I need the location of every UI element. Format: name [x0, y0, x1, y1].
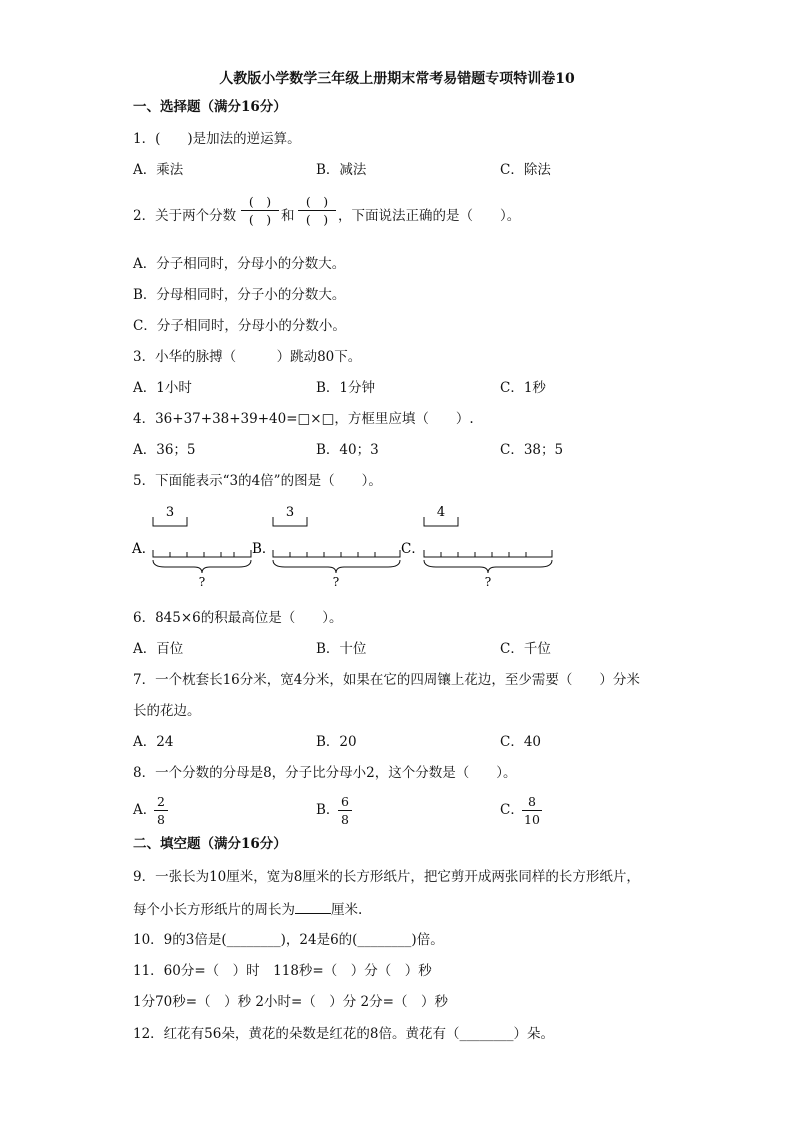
fraction-bar [241, 210, 279, 211]
q12-stem: 12．红花有56朵，黄花的朵数是红花的8倍。黄花有（________）朵。 [133, 1026, 554, 1042]
fraction-bar [298, 210, 336, 211]
q5-option-a-label: A． [132, 541, 156, 557]
q2-fraction-2-bottom: ( ) [305, 212, 329, 227]
q8-option-b-denominator: 8 [341, 812, 349, 827]
q2-fraction-1-bottom: ( ) [248, 212, 272, 227]
q5-option-c-label: C． [401, 541, 425, 557]
q3-stem: 3．小华的脉搏（ ）跳动80下。 [133, 349, 362, 365]
fraction-bar [154, 810, 168, 811]
q5-stem: 5．下面能表示“3的4倍”的图是（ ）。 [133, 473, 382, 489]
q1-option-c[interactable]: C．除法 [500, 162, 551, 178]
q2-fraction-1 [241, 194, 279, 227]
q8-option-b-label[interactable]: B． [316, 802, 340, 818]
q5-option-b-question-mark: ? [332, 575, 340, 589]
q8-option-a-label[interactable]: A． [133, 802, 157, 818]
q1-option-b[interactable]: B．减法 [316, 162, 367, 178]
q5-option-c-question-mark: ? [484, 575, 492, 589]
q2-option-c[interactable]: C．分子相同时，分母小的分数小。 [133, 318, 346, 334]
q9-line2-pre: 每个小长方形纸片的周长为 [133, 902, 295, 918]
q5-option-a-diagram[interactable] [131, 505, 251, 589]
q2-stem-post: ，下面说法正确的是（ ）。 [338, 208, 521, 224]
q7-option-a[interactable]: A．24 [133, 734, 174, 750]
segment-line [424, 550, 552, 557]
fraction-bar [522, 810, 542, 811]
q11-stem-line2: 1分70秒=（ ）秒 2小时=（ ）分 2分=（ ）秒 [133, 994, 448, 1010]
q8-option-c-numerator: 8 [528, 794, 536, 809]
q5-diagrams [130, 500, 570, 592]
q2-fraction-1-top: ( ) [248, 194, 272, 209]
q4-option-c[interactable]: C．38；5 [500, 442, 564, 458]
q5-option-a-question-mark: ? [198, 575, 206, 589]
q6-option-a[interactable]: A．百位 [133, 641, 184, 657]
q7-option-c[interactable]: C．40 [500, 734, 542, 750]
q8-option-b-fraction[interactable] [338, 794, 352, 827]
q7-option-b[interactable]: B．20 [316, 734, 357, 750]
page-title: 人教版小学数学三年级上册期末常考易错题专项特训卷10 [219, 71, 575, 87]
q5-option-a-top-label: 3 [165, 505, 175, 520]
section-heading-fill: 二、填空题（满分16分） [133, 836, 287, 852]
q5-option-b-diagram[interactable] [252, 505, 400, 589]
q1-option-a[interactable]: A．乘法 [133, 162, 184, 178]
q8-option-b-numerator: 6 [341, 794, 349, 809]
q8-option-a-fraction[interactable] [154, 794, 168, 827]
q10-stem: 10．9的3倍是(________)，24是6的(________)倍。 [133, 932, 444, 948]
q4-option-a[interactable]: A．36；5 [133, 442, 196, 458]
bottom-brace [153, 560, 251, 573]
q9-answer-blank[interactable] [295, 900, 331, 914]
bottom-brace [424, 560, 552, 573]
section-heading-choice: 一、选择题（满分16分） [133, 99, 287, 115]
q3-option-a[interactable]: A．1小时 [133, 380, 192, 396]
q8-option-c-fraction[interactable] [522, 794, 542, 827]
q2-fraction-2-top: ( ) [305, 194, 329, 209]
q5-option-b-label: B． [252, 541, 276, 557]
segment-line [153, 550, 251, 557]
bottom-brace [273, 560, 400, 573]
q7-stem-line2: 长的花边。 [133, 703, 201, 719]
q9-line2-post: 厘米. [331, 902, 363, 918]
q8-option-c-denominator: 10 [524, 812, 540, 827]
q3-option-c[interactable]: C．1秒 [500, 380, 546, 396]
q9-stem-line2 [133, 900, 362, 919]
segment-ticks [290, 552, 375, 557]
q8-option-c-label[interactable]: C． [500, 802, 524, 818]
segment-line [273, 550, 400, 557]
q2-fraction-2 [298, 194, 336, 227]
segment-ticks [441, 552, 526, 557]
q8-stem: 8．一个分数的分母是8，分子比分母小2，这个分数是（ ）。 [133, 765, 517, 781]
segment-ticks [170, 552, 234, 557]
q2-option-a[interactable]: A．分子相同时，分母小的分数大。 [133, 256, 346, 272]
q2-stem-pre: 2．关于两个分数 [133, 208, 237, 224]
q5-option-c-top-label: 4 [436, 505, 446, 520]
q8-option-a-numerator: 2 [157, 794, 165, 809]
q2-option-b[interactable]: B．分母相同时，分子小的分数大。 [133, 287, 346, 303]
q11-stem-line1: 11．60分=（ ）时 118秒=（ ）分（ ）秒 [133, 963, 432, 979]
q6-option-b[interactable]: B．十位 [316, 641, 367, 657]
q5-option-b-top-label: 3 [285, 505, 295, 520]
q3-option-b[interactable]: B．1分钟 [316, 380, 376, 396]
q9-stem-line1: 9．一张长为10厘米，宽为8厘米的长方形纸片，把它剪开成两张同样的长方形纸片， [133, 869, 640, 885]
q2-stem-mid: 和 [281, 208, 295, 224]
q5-option-c-diagram[interactable] [401, 505, 552, 589]
fraction-bar [338, 810, 352, 811]
q6-stem: 6．845×6的积最高位是（ ）。 [133, 610, 343, 626]
q7-stem-line1: 7．一个枕套长16分米，宽4分米，如果在它的四周镶上花边，至少需要（ ）分米 [133, 672, 640, 688]
q8-option-a-denominator: 8 [157, 812, 165, 827]
q4-option-b[interactable]: B．40；3 [316, 442, 379, 458]
q4-stem: 4．36+37+38+39+40=□×□，方框里应填（ ）. [133, 411, 474, 427]
q1-stem: 1．( )是加法的逆运算。 [133, 131, 301, 147]
q6-option-c[interactable]: C．千位 [500, 641, 551, 657]
